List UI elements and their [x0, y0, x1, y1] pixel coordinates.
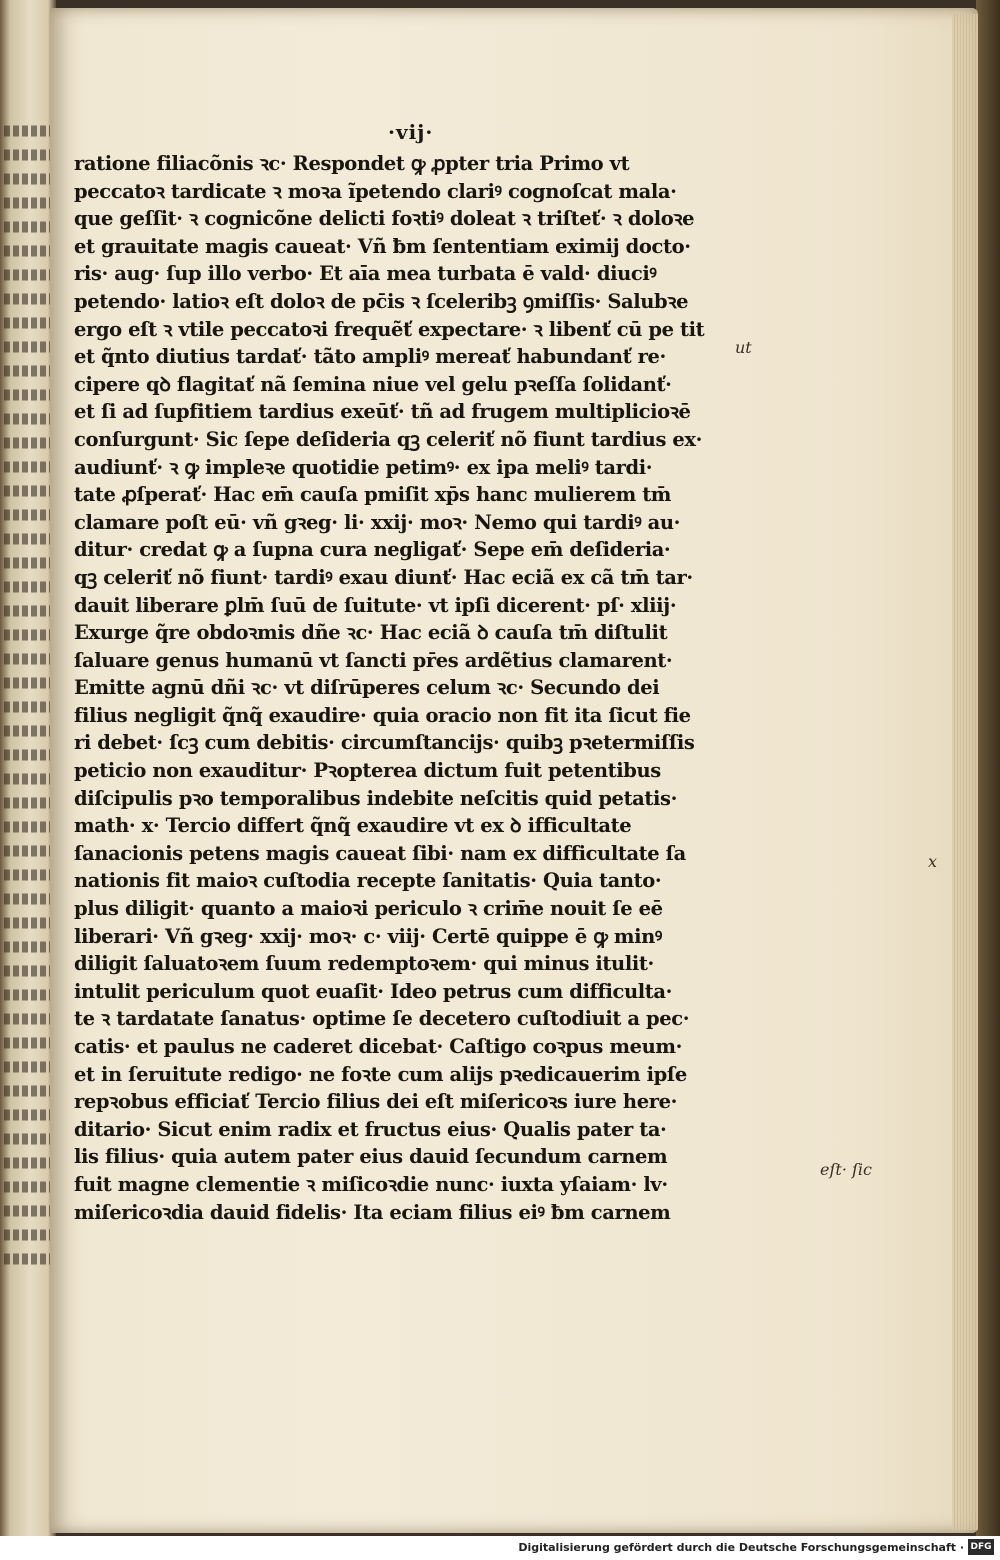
facing-page-line: [4, 606, 50, 617]
marginal-note: eſt· ſic: [820, 1160, 872, 1179]
facing-page-line: [4, 390, 50, 401]
text-line: ris· aug· ſup illo verbo· Et aīa mea turbata ē vald· diuciꝰ: [74, 262, 657, 286]
facing-page-line: [4, 1134, 50, 1145]
facing-page-line: [4, 702, 50, 713]
facing-page-line: [4, 774, 50, 785]
facing-page-line: [4, 150, 50, 161]
facing-page-line: [4, 270, 50, 281]
facing-page-line: [4, 438, 50, 449]
text-line: repꝛobus efficiať Tercio filius dei eſt miſericoꝛs iure here·: [74, 1090, 677, 1114]
facing-page-line: [4, 678, 50, 689]
facing-page-line: [4, 1182, 50, 1193]
text-line: Exurge q̃re obdoꝛmis dñe ꝛc· Hac eciã ꝺ cauſa tm̄ diſtulit: [74, 621, 668, 645]
text-line: et ſi ad ſupfitiem tardius exeūť· tñ ad frugem multiplicioꝛē: [74, 400, 691, 424]
text-line: diſcipulis pꝛo temporalibus indebite neſcitis quid petatis·: [74, 786, 677, 810]
facing-page-line: [4, 990, 50, 1001]
dfg-logo: DFG: [968, 1539, 994, 1555]
text-line: diligit ſaluatoꝛem ſuum redemptoꝛem· qui minus itulit·: [74, 952, 654, 976]
text-line: ditario· Sicut enim radix et fructus eius· Qualis pater ta·: [74, 1117, 667, 1141]
marginal-note: ut: [735, 338, 752, 357]
facing-page-line: [4, 630, 50, 641]
text-line: ſanacionis petens magis caueat ſibi· nam ex difficultate ſa: [74, 841, 686, 865]
text-line: audiunť· ꝛ ꝙ impleꝛe quotidie petimꝰ· ex ipa meliꝰ tardi·: [74, 455, 653, 479]
facing-page-text: [4, 120, 56, 1272]
facing-page-line: [4, 126, 50, 137]
facing-page-line: [4, 894, 50, 905]
text-line: math· x· Tercio differt q̃nq̃ exaudire vt ex ꝺ ifficultate: [74, 814, 632, 838]
facing-page-line: [4, 198, 50, 209]
marginal-note: x: [928, 852, 938, 871]
text-block: [74, 150, 744, 1226]
text-line: que geſſit· ꝛ cognicõne delicti foꝛtiꝰ doleat ꝛ triſteť· ꝛ doloꝛe: [74, 207, 695, 231]
facing-page-line: [4, 534, 50, 545]
text-line: cipere qꝺ flagitať nã ſemina niue vel gelu pꝛeſſa ſolidanť·: [74, 372, 672, 396]
text-line: et in ſeruitute redigo· ne foꝛte cum alijs pꝛedicauerim ipſe: [74, 1062, 687, 1086]
facing-page-line: [4, 1110, 50, 1121]
facing-page-line: [4, 726, 50, 737]
facing-page-line: [4, 846, 50, 857]
facing-page-line: [4, 798, 50, 809]
text-line: clamare poſt eū· vñ gꝛeg· li· xxij· moꝛ· Nemo qui tardiꝰ au·: [74, 510, 681, 534]
facing-page-line: [4, 870, 50, 881]
facing-page-line: [4, 486, 50, 497]
facing-page-line: [4, 222, 50, 233]
facing-page-line: [4, 654, 50, 665]
text-line: dauit liberare ꝑlm̄ ſuū de ſuitute· vt ipſi dicerent· pſ· xliij·: [74, 593, 677, 617]
facing-page-line: [4, 822, 50, 833]
text-line: Emitte agnū dñi ꝛc· vt diſrūperes celum ꝛc· Secundo dei: [74, 676, 660, 700]
text-line: peticio non exauditur· Pꝛopterea dictum fuit petentibus: [74, 759, 661, 783]
text-line: plus diligit· quanto a maioꝛi periculo ꝛ crim̄e nouit ſe eē: [74, 897, 663, 921]
facing-page-line: [4, 366, 50, 377]
facing-page-line: [4, 414, 50, 425]
text-line: ratione filiacõnis ꝛc· Respondet ꝙ ꝓpter tria Primo vt: [74, 152, 630, 175]
text-line: miſericoꝛdia dauid fidelis· Ita eciam filius eiꝰ ƀm carnem: [74, 1200, 671, 1224]
text-line: et grauitate magis caueat· Vñ ƀm ſententiam eximij docto·: [74, 234, 691, 258]
facing-page-line: [4, 174, 50, 185]
facing-page-line: [4, 462, 50, 473]
text-line: ditur· credat ꝙ a ſupna cura negligať· Sepe em̄ deſideria·: [74, 538, 671, 562]
text-line: petendo· latioꝛ eſt doloꝛ de pc̄is ꝛ ſceleribꝫ ꝯmiſſis· Salubꝛe: [74, 289, 689, 313]
text-line: conſurgunt· Sic ſepe deſideria qꝫ celeriť nõ fiunt tardius ex·: [74, 427, 703, 451]
facing-page-line: [4, 1230, 50, 1241]
facing-page-line: [4, 246, 50, 257]
text-line: nationis fit maioꝛ cuſtodia recepte ſanitatis· Quia tanto·: [74, 869, 662, 893]
facing-page-line: [4, 918, 50, 929]
text-line: et q̃nto diutius tardať· tãto ampliꝰ mereať habundanť re·: [74, 345, 666, 369]
book-cover-edge: [976, 0, 1000, 1536]
facing-page-line: [4, 1158, 50, 1169]
facing-page-line: [4, 510, 50, 521]
facing-page-line: [4, 1206, 50, 1217]
text-line: intulit periculum quot euaſit· Ideo petrus cum difficulta·: [74, 979, 672, 1003]
facing-page-line: [4, 1038, 50, 1049]
facing-page-line: [4, 342, 50, 353]
text-line: peccatoꝛ tardicate ꝛ moꝛa ĩpetendo clariꝰ cognoſcat mala·: [74, 179, 677, 203]
text-line: ergo eſt ꝛ vtile peccatoꝛi frequẽť expectare· ꝛ libenť cū pe tit: [74, 317, 705, 341]
facing-page-line: [4, 558, 50, 569]
facing-page-line: [4, 966, 50, 977]
facing-page-line: [4, 1086, 50, 1097]
text-line: catis· et paulus ne caderet dicebat· Caſtigo coꝛpus meum·: [74, 1035, 682, 1058]
facing-page-line: [4, 1254, 50, 1265]
facing-page-line: [4, 750, 50, 761]
text-line: tate ꝓſperať· Hac em̄ cauſa pmiſit xp̄s hanc mulierem tm̄: [74, 483, 672, 507]
text-line: ri debet· ſcꝫ cum debitis· circumſtancijs· quibꝫ pꝛetermiſſis: [74, 731, 695, 755]
text-line: filius negligit q̃nq̃ exaudire· quia oracio non fit ita ſicut fie: [74, 703, 691, 727]
facing-page-line: [4, 1014, 50, 1025]
facing-page-line: [4, 942, 50, 953]
facing-page-line: [4, 294, 50, 305]
text-line: qꝫ celeriť nõ fiunt· tardiꝰ exau diunť· Hac eciã ex cã tm̄ tar·: [74, 565, 693, 589]
facing-page-line: [4, 582, 50, 593]
text-line: fuit magne clementie ꝛ miſicoꝛdie nunc· iuxta yſaiam· lv·: [74, 1172, 668, 1196]
text-line: te ꝛ tardatate ſanatus· optime ſe decetero cuſtodiuit a pec·: [74, 1007, 690, 1031]
facing-page-line: [4, 318, 50, 329]
facing-page: [0, 0, 56, 1536]
signature-mark: ·vij·: [388, 120, 434, 144]
page-fore-edge: [952, 14, 978, 1530]
facing-page-line: [4, 1062, 50, 1073]
footer-credit: Digitalisierung gefördert durch die Deutsche Forschungsgemeinschaft ·: [518, 1541, 964, 1554]
text-line: ſaluare genus humanū vt ſancti pr̄es ardẽtius clamarent·: [74, 648, 673, 672]
text-line: liberari· Vñ gꝛeg· xxij· moꝛ· c· viij· Certē quippe ē ꝙ minꝰ: [74, 924, 662, 948]
text-line: lis filius· quia autem pater eius dauid ſecundum carnem: [74, 1145, 668, 1169]
